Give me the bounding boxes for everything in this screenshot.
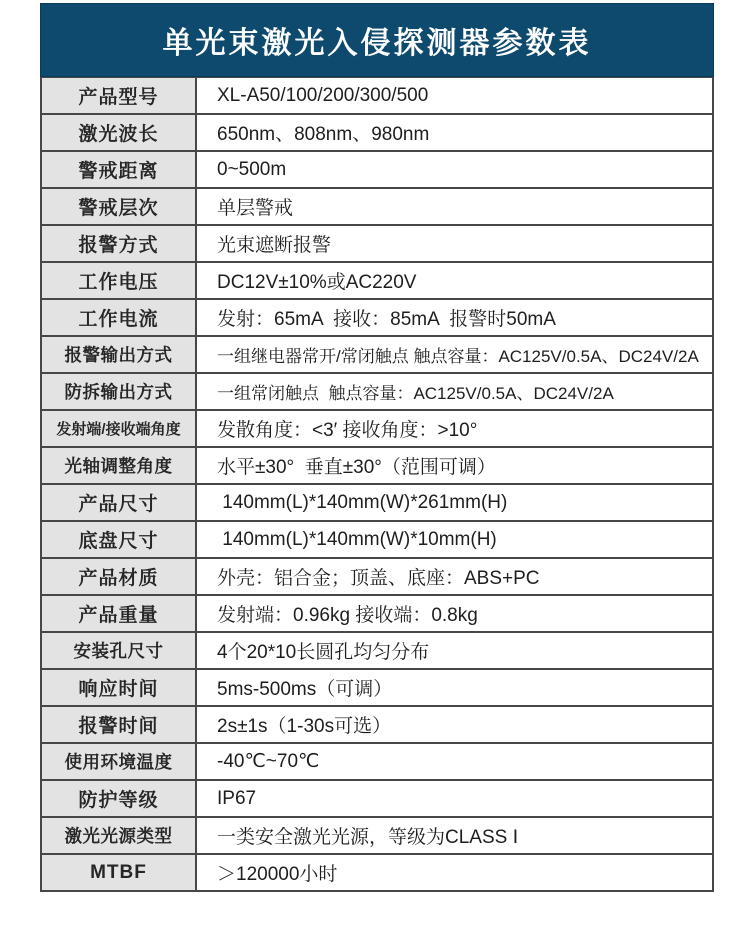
spec-value: -40℃~70℃: [217, 751, 320, 772]
spec-value: 4个20*10长圆孔均匀分布: [217, 642, 430, 663]
spec-label: 光轴调整角度: [42, 448, 197, 483]
table-row: [42, 594, 712, 631]
spec-value: ＞120000小时: [217, 864, 338, 885]
spec-value: 650nm、808nm、980nm: [217, 124, 430, 145]
table-row: [42, 150, 712, 187]
table-row: [42, 372, 712, 409]
spec-label: 发射端/接收端角度: [42, 411, 197, 446]
table-title: 单光束激光入侵探测器参数表: [40, 3, 714, 77]
table-row: [42, 742, 712, 779]
spec-label: 产品材质: [42, 559, 197, 594]
spec-label: 产品型号: [42, 78, 197, 113]
spec-value: IP67: [217, 787, 257, 809]
table-row: [42, 446, 712, 483]
table-row: [42, 224, 712, 261]
table-row: [42, 557, 712, 594]
spec-value: 光束遮断报警: [217, 235, 332, 256]
spec-label: 激光光源类型: [42, 818, 197, 853]
table-row: [42, 705, 712, 742]
table-row: [42, 409, 712, 446]
spec-label: 使用环境温度: [42, 744, 197, 779]
spec-value: 2s±1s（1-30s可选）: [217, 716, 392, 737]
spec-value: 一类安全激光光源，等级为CLASS Ⅰ: [217, 827, 519, 848]
spec-value: 发射端：0.96kg 接收端：0.8kg: [217, 605, 478, 626]
spec-value: 发散角度：<3′ 接收角度：>10°: [217, 420, 478, 441]
spec-value: 5ms-500ms（可调）: [217, 679, 393, 700]
spec-value: 外壳：铝合金；顶盖、底座：ABS+PC: [217, 568, 540, 589]
spec-label: 工作电压: [42, 263, 197, 298]
spec-label: 响应时间: [42, 670, 197, 705]
spec-label: 产品重量: [42, 596, 197, 631]
spec-label: 报警方式: [42, 226, 197, 261]
spec-label: 激光波长: [42, 115, 197, 150]
table-row: [42, 668, 712, 705]
spec-label: 报警输出方式: [42, 337, 197, 372]
spec-table: [40, 3, 714, 892]
table-row: [42, 335, 712, 372]
table-row: [42, 520, 712, 557]
table-row: [42, 261, 712, 298]
spec-value: 水平±30° 垂直±30°（范围可调）: [217, 457, 496, 478]
spec-value: DC12V±10%或AC220V: [217, 272, 417, 293]
spec-value: 发射：65mA 接收：85mA 报警时50mA: [217, 309, 556, 330]
spec-value: 一组常闭触点 触点容量：AC125V/0.5A、DC24V/2A: [217, 384, 614, 403]
spec-value: XL-A50/100/200/300/500: [217, 84, 429, 106]
table-row: [42, 779, 712, 816]
spec-value: 140mm(L)*140mm(W)*10mm(H): [217, 528, 497, 550]
spec-label: MTBF: [42, 855, 197, 890]
table-row: [42, 631, 712, 668]
spec-value: 单层警戒: [217, 198, 294, 219]
spec-label: 报警时间: [42, 707, 197, 742]
spec-table-body: [40, 77, 714, 892]
table-row: [42, 853, 712, 890]
spec-label: 警戒距离: [42, 152, 197, 187]
table-row: [42, 298, 712, 335]
spec-label: 安装孔尺寸: [42, 633, 197, 668]
spec-label: 工作电流: [42, 300, 197, 335]
table-row: [42, 113, 712, 150]
spec-label: 防拆输出方式: [42, 374, 197, 409]
spec-value: 一组继电器常开/常闭触点 触点容量：AC125V/0.5A、DC24V/2A: [217, 347, 699, 366]
table-row: [42, 483, 712, 520]
table-row: [42, 187, 712, 224]
spec-label: 防护等级: [42, 781, 197, 816]
table-row: [42, 816, 712, 853]
table-row: [42, 78, 712, 113]
spec-value: 0~500m: [217, 158, 287, 180]
spec-label: 产品尺寸: [42, 485, 197, 520]
spec-value: 140mm(L)*140mm(W)*261mm(H): [217, 491, 508, 513]
spec-label: 警戒层次: [42, 189, 197, 224]
spec-label: 底盘尺寸: [42, 522, 197, 557]
